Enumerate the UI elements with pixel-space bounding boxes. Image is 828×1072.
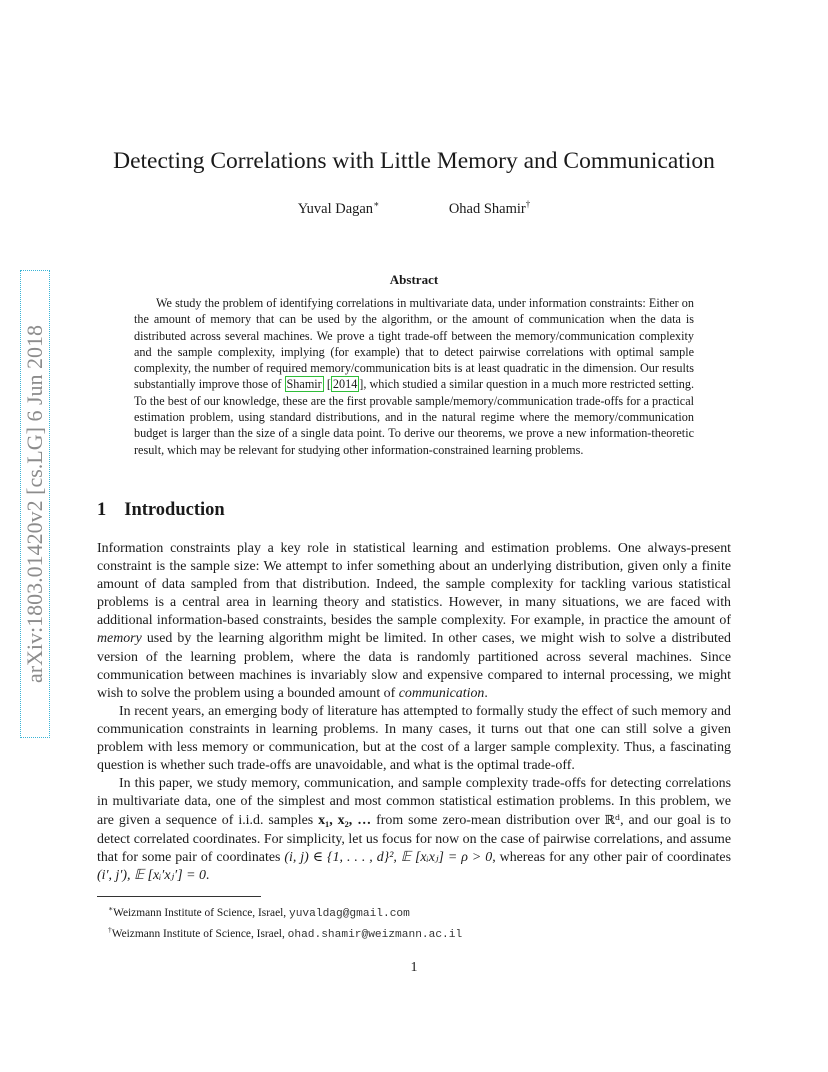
author-list <box>0 199 828 218</box>
author-1 <box>298 199 379 218</box>
abstract-heading: Abstract <box>389 272 439 287</box>
footnote-2-mark: † <box>108 924 112 934</box>
abstract-text <box>134 295 694 458</box>
author-2 <box>449 199 530 218</box>
math-zero-correlation: (i′, j′), 𝔼 [xᵢ′xⱼ′] = 0 <box>97 867 206 883</box>
footnote-divider <box>97 896 261 897</box>
footnote-1-email[interactable]: yuvaldag@gmail.com <box>289 907 410 920</box>
author-1-footnote-mark[interactable]: ∗ <box>373 199 380 209</box>
footnote-1-affiliation: Weizmann Institute of Science, Israel, <box>113 906 289 919</box>
paragraph-1-text-b: used by the learning algorithm might be limited. In other cases, we might wish to solve a distributed version of the learning problem, where the data is randomly partitioned across several machines. Since communication between machines is invariably slow and expensive compared to internal processing, we might wish to solve the problem using a bounded amount of <box>97 631 731 701</box>
arxiv-identifier[interactable]: arXiv:1803.01420v2 [cs.LG] 6 Jun 2018 <box>22 324 47 684</box>
author-1-name: Yuval Dagan <box>297 200 374 217</box>
paragraph-1 <box>97 540 731 703</box>
paragraph-1-text-a: Information constraints play a key role in statistical learning and estimation problems. One always-present constraint is the sample size: We attempt to infer something about an underlying distribution, given only a finite amount of data sampled from that distribution. Indeed, the sample complexity for tackling various statistical problems is a central area in learning theory and statistics. However, in many situations, we are faced with additional information-based constraints, besides the sample complexity. For example, in practice the amount of <box>97 541 731 629</box>
author-2-footnote-mark[interactable]: † <box>525 199 531 209</box>
paragraph-3-text-e: . <box>205 867 210 883</box>
abstract-text-part-1: We study the problem of identifying correlations in multivariate data, under information constraints: Either on the amount of memory that can be used by the algorithm, or the amount of communication when the data is distributed across several machines. We prove a tight trade-off between the memory/communication complexity and the sample complexity, implying (for example) that to detect pairwise correlations with optimal sample complexity, the number of required memory/communication bits is at least quadratic in the dimension. Our results substantially improve those of <box>134 296 694 392</box>
section-heading <box>97 500 225 521</box>
paper-title: Detecting Correlations with Little Memory and Communication <box>113 148 715 174</box>
emphasis-memory: memory <box>97 631 142 647</box>
math-correlation: (i, j) ∈ {1, . . . , d}², 𝔼 [xᵢxⱼ] = ρ > 0 <box>284 849 493 865</box>
paragraph-1-text-c: . <box>484 685 488 701</box>
footnotes <box>108 901 462 943</box>
emphasis-communication: communication <box>398 685 485 701</box>
paragraph-3-text-c: , and our goal is to detect correlated coordinates. For simplicity, let us focus for now on the case of pairwise correlations, and assume that for some pair of coordinates <box>97 813 731 865</box>
math-space: ℝᵈ <box>604 812 621 828</box>
paragraph-3-text-d: , whereas for any other pair of coordinates <box>492 849 731 865</box>
footnote-1-mark: ∗ <box>108 904 114 913</box>
paragraph-3 <box>97 775 731 885</box>
math-samples: x₁, x₂, … <box>318 813 372 829</box>
arxiv-stamp[interactable] <box>12 270 58 738</box>
author-2-name: Ohad Shamir <box>448 200 526 217</box>
citation-bracket-open: [ <box>323 377 331 392</box>
page-number: 1 <box>410 960 418 975</box>
citation-link-author[interactable]: Shamir <box>286 377 322 392</box>
footnote-1 <box>108 901 462 922</box>
abstract-text-part-2: , which studied a similar question in a much more restricted setting. To the best of our knowledge, these are the first provable sample/memory/communication trade-offs for a practical estimation problem, using standard distributions, and in the natural regime where the memory/communication budget is larger than the size of a single data point. To derive our theorems, we prove a new information-theoretic result, which may be relevant for studying other information-constrained learning problems. <box>134 377 694 457</box>
citation-link-year[interactable]: 2014 <box>332 377 358 392</box>
body-text <box>97 540 731 885</box>
footnote-2-affiliation: Weizmann Institute of Science, Israel, <box>111 927 288 940</box>
section-title: Introduction <box>124 500 225 520</box>
footnote-2 <box>108 922 462 943</box>
section-number: 1 <box>97 500 107 520</box>
paragraph-3-text-b: from some zero-mean distribution over <box>371 813 605 829</box>
paragraph-2: In recent years, an emerging body of literature has attempted to formally study the effect of such memory and communication constraints in learning problems. In many cases, it turns out that one can still solve a given problem with less memory or communication, but at the cost of a larger sample complexity. Thus, a fascinating question is whether such trade-offs are unavoidable, and what is the optimal trade-off. <box>97 703 731 774</box>
footnote-2-email[interactable]: ohad.shamir@weizmann.ac.il <box>287 928 463 941</box>
citation-bracket-close: ] <box>359 377 364 392</box>
paragraph-3-text-a: In this paper, we study memory, communication, and sample complexity trade-offs for detecting correlations in multivariate data, one of the simplest and most common statistical estimation problems. In this problem, we are given a sequence of i.i.d. samples <box>97 776 731 829</box>
